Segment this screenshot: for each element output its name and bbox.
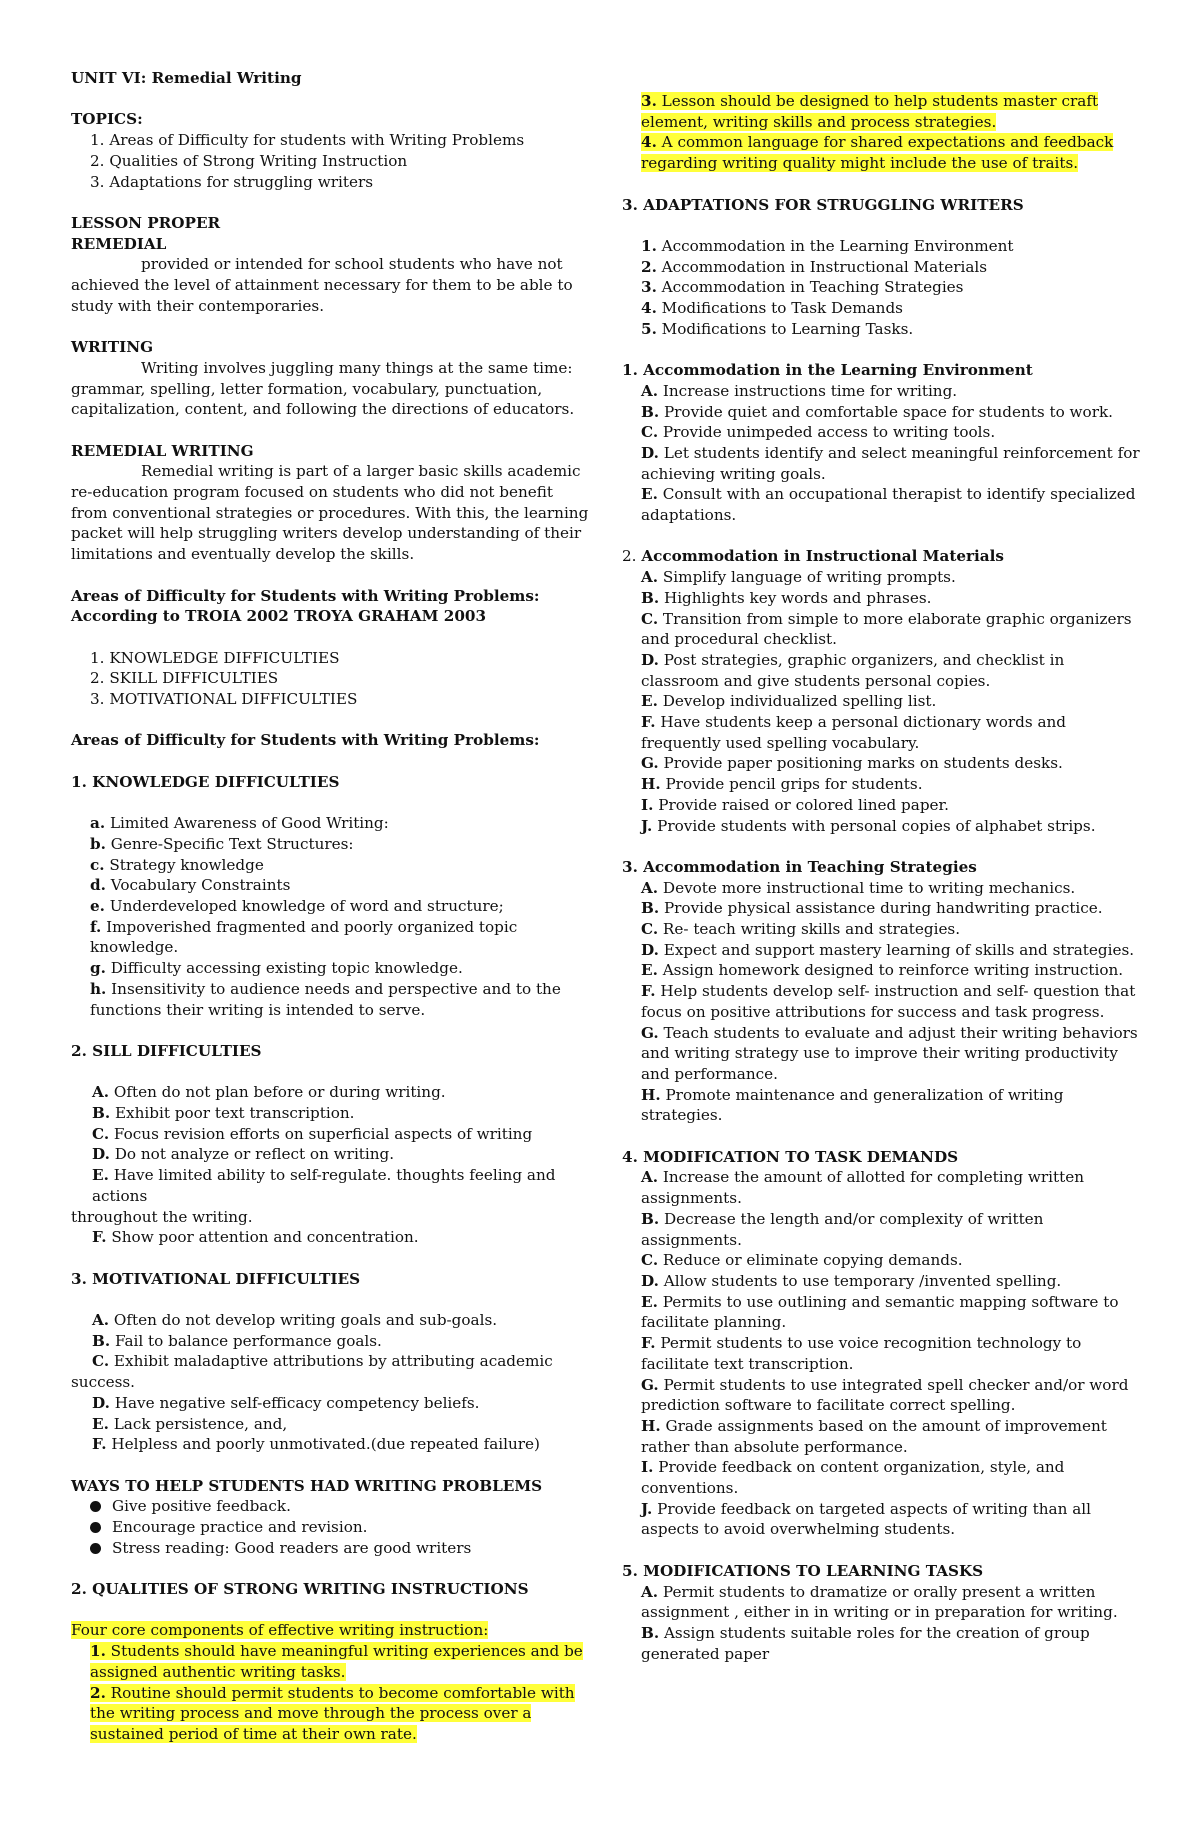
teach-item: A. Devote more instructional time to writing mechanics. bbox=[641, 878, 1076, 897]
knowledge-item: h. Insensitivity to audience needs and perspective and to the functions their writing is intended to serve. bbox=[90, 979, 561, 1019]
motivational-item: E. Lack persistence, and, bbox=[92, 1414, 288, 1433]
ways-bullet-item: Give positive feedback. bbox=[90, 1496, 591, 1517]
motivational-item: D. Have negative self-efficacy competency beliefs. bbox=[92, 1393, 480, 1412]
four-core-intro: Four core components of effective writing instruction: bbox=[71, 1621, 489, 1640]
env-heading: 1. Accommodation in the Learning Environment bbox=[622, 361, 1033, 380]
remedial-writing-heading: REMEDIAL WRITING bbox=[71, 441, 254, 460]
teach-heading: 3. Accommodation in Teaching Strategies bbox=[622, 857, 977, 876]
skill-item: B. Exhibit poor text transcription. bbox=[92, 1103, 355, 1122]
teach-item: B. Provide physical assistance during handwriting practice. bbox=[641, 899, 1103, 918]
remedial-writing-definition: Remedial writing is part of a larger basic skills academic re-education program focused on students who did not benefit from conventional strategies or procedures. With this, the learning packet will help struggling writers develop understanding of their limitations and eventually develop the skills. bbox=[71, 462, 589, 564]
core-item-4: 4. A common language for shared expectations and feedback regarding writing quality might include the use of traits. bbox=[641, 133, 1114, 173]
motivational-continuation: success. bbox=[71, 1373, 135, 1392]
motivational-item: A. Often do not develop writing goals and sub-goals. bbox=[92, 1310, 498, 1329]
teach-item: E. Assign homework designed to reinforce writing instruction. bbox=[641, 961, 1124, 980]
mat-item: I. Provide raised or colored lined paper. bbox=[641, 795, 949, 814]
remedial-heading: REMEDIAL bbox=[71, 234, 167, 253]
motivational-item: C. Exhibit maladaptive attributions by attributing academic bbox=[92, 1352, 553, 1371]
left-column bbox=[71, 68, 591, 1745]
writing-definition: Writing involves juggling many things at the same time: grammar, spelling, letter formation, vocabulary, punctuation, capitalization, content, and following the directions of educators. bbox=[71, 358, 575, 419]
mat-item: J. Provide students with personal copies of alphabet strips. bbox=[641, 816, 1096, 835]
skill-continuation: throughout the writing. bbox=[71, 1207, 253, 1226]
skill-item: C. Focus revision efforts on superficial aspects of writing bbox=[92, 1124, 533, 1143]
mat-item: H. Provide pencil grips for students. bbox=[641, 775, 923, 794]
knowledge-item: a. Limited Awareness of Good Writing: bbox=[90, 814, 389, 833]
env-item: C. Provide unimpeded access to writing tools. bbox=[641, 423, 996, 442]
ways-bullet-item: Encourage practice and revision. bbox=[90, 1517, 591, 1538]
knowledge-item: e. Underdeveloped knowledge of word and structure; bbox=[90, 896, 504, 915]
areas-source: According to TROIA 2002 TROYA GRAHAM 2003 bbox=[71, 607, 487, 626]
env-item: A. Increase instructions time for writing. bbox=[641, 381, 958, 400]
knowledge-item: d. Vocabulary Constraints bbox=[90, 876, 291, 895]
topics-heading: TOPICS: bbox=[71, 110, 143, 129]
core-item-2: 2. Routine should permit students to become comfortable with the writing process and move through the process over a sustained period of time at their own rate. bbox=[90, 1683, 575, 1743]
learning-heading: 5. MODIFICATIONS TO LEARNING TASKS bbox=[622, 1561, 984, 1580]
areas-list-item: 3. MOTIVATIONAL DIFFICULTIES bbox=[90, 690, 358, 708]
adaptation-item: 5. Modifications to Learning Tasks. bbox=[641, 319, 914, 338]
task-item: D. Allow students to use temporary /invented spelling. bbox=[641, 1271, 1062, 1290]
task-item: B. Decrease the length and/or complexity of written assignments. bbox=[641, 1209, 1044, 1249]
ways-bullet-item: Stress reading: Good readers are good writers bbox=[90, 1538, 591, 1559]
areas-heading: Areas of Difficulty for Students with Writing Problems: bbox=[71, 586, 540, 605]
writing-heading: WRITING bbox=[71, 338, 154, 357]
knowledge-item: c. Strategy knowledge bbox=[90, 855, 264, 874]
learning-item: B. Assign students suitable roles for the creation of group generated paper bbox=[641, 1623, 1090, 1663]
teach-item: D. Expect and support mastery learning of skills and strategies. bbox=[641, 940, 1135, 959]
core-item-3: 3. Lesson should be designed to help students master craft element, writing skills and process strategies. bbox=[641, 92, 1099, 131]
knowledge-item: g. Difficulty accessing existing topic knowledge. bbox=[90, 959, 463, 978]
skill-heading: 2. SILL DIFFICULTIES bbox=[71, 1041, 262, 1060]
motivational-item: B. Fail to balance performance goals. bbox=[92, 1331, 382, 1350]
teach-item: H. Promote maintenance and generalization of writing strategies. bbox=[641, 1085, 1064, 1125]
task-item: A. Increase the amount of allotted for completing written assignments. bbox=[641, 1168, 1085, 1208]
areas-list-item: 1. KNOWLEDGE DIFFICULTIES bbox=[90, 648, 340, 667]
topic-item: 3. Adaptations for struggling writers bbox=[90, 172, 373, 191]
task-item: C. Reduce or eliminate copying demands. bbox=[641, 1251, 963, 1270]
unit-title: UNIT VI: Remedial Writing bbox=[71, 69, 302, 87]
adaptation-item: 1. Accommodation in the Learning Environment bbox=[641, 236, 1014, 255]
adaptation-item: 3. Accommodation in Teaching Strategies bbox=[641, 278, 964, 297]
motivational-heading: 3. MOTIVATIONAL DIFFICULTIES bbox=[71, 1269, 361, 1288]
teach-item: F. Help students develop self- instruction and self- question that focus on positive attributions for success and task progress. bbox=[641, 982, 1136, 1021]
teach-item: G. Teach students to evaluate and adjust their writing behaviors and writing strategy use to improve their writing productivity and performance. bbox=[641, 1023, 1138, 1083]
task-item: I. Provide feedback on content organization, style, and conventions. bbox=[641, 1458, 1065, 1498]
task-item: F. Permit students to use voice recognition technology to facilitate text transcription. bbox=[641, 1334, 1082, 1373]
task-item: J. Provide feedback on targeted aspects of writing than all aspects to avoid overwhelming students. bbox=[641, 1499, 1091, 1539]
task-item: E. Permits to use outlining and semantic mapping software to facilitate planning. bbox=[641, 1292, 1119, 1332]
adaptation-item: 4. Modifications to Task Demands bbox=[641, 299, 903, 317]
mat-item: G. Provide paper positioning marks on students desks. bbox=[641, 754, 1063, 773]
mat-item: B. Highlights key words and phrases. bbox=[641, 588, 932, 607]
areas-list-item: 2. SKILL DIFFICULTIES bbox=[90, 669, 279, 688]
env-item: B. Provide quiet and comfortable space for students to work. bbox=[641, 402, 1113, 421]
skill-item: A. Often do not plan before or during writing. bbox=[92, 1083, 446, 1102]
qualities-heading: 2. QUALITIES OF STRONG WRITING INSTRUCTIONS bbox=[71, 1580, 529, 1599]
remedial-definition: provided or intended for school students who have not achieved the level of attainment necessary for them to be able to study with their contemporaries. bbox=[71, 255, 573, 315]
ways-heading: WAYS TO HELP STUDENTS HAD WRITING PROBLEMS bbox=[71, 1476, 543, 1495]
areas-heading-repeat: Areas of Difficulty for Students with Writing Problems: bbox=[71, 731, 540, 750]
skill-item: E. Have limited ability to self-regulate. thoughts feeling and actions bbox=[92, 1166, 556, 1205]
task-heading: 4. MODIFICATION TO TASK DEMANDS bbox=[622, 1147, 959, 1166]
skill-item: F. Show poor attention and concentration. bbox=[92, 1228, 419, 1247]
right-column bbox=[622, 91, 1142, 1664]
knowledge-item: f. Impoverished fragmented and poorly organized topic knowledge. bbox=[90, 917, 518, 957]
lesson-proper-heading: LESSON PROPER bbox=[71, 213, 221, 232]
env-item: D. Let students identify and select meaningful reinforcement for achieving writing goals. bbox=[641, 443, 1140, 483]
learning-item: A. Permit students to dramatize or orally present a written assignment , either in in writing or in preparation for writing. bbox=[641, 1582, 1118, 1622]
env-item: E. Consult with an occupational therapist to identify specialized adaptations. bbox=[641, 485, 1136, 525]
task-item: H. Grade assignments based on the amount of improvement rather than absolute performance. bbox=[641, 1416, 1107, 1456]
mat-item: F. Have students keep a personal dictionary words and frequently used spelling vocabulary. bbox=[641, 713, 1067, 752]
topic-item: 1. Areas of Difficulty for students with Writing Problems bbox=[90, 131, 525, 150]
knowledge-heading: 1. KNOWLEDGE DIFFICULTIES bbox=[71, 772, 340, 791]
adaptations-heading: 3. ADAPTATIONS FOR STRUGGLING WRITERS bbox=[622, 195, 1024, 214]
core-item-1: 1. Students should have meaningful writing experiences and be assigned authentic writing tasks. bbox=[90, 1642, 583, 1681]
mat-item: E. Develop individualized spelling list. bbox=[641, 692, 937, 711]
mat-item: C. Transition from simple to more elaborate graphic organizers and procedural checklist. bbox=[641, 609, 1132, 649]
knowledge-item: b. Genre-Specific Text Structures: bbox=[90, 834, 354, 853]
mat-item: D. Post strategies, graphic organizers, and checklist in classroom and give students personal copies. bbox=[641, 650, 1065, 690]
adaptation-item: 2. Accommodation in Instructional Materials bbox=[641, 257, 988, 276]
motivational-item: F. Helpless and poorly unmotivated.(due repeated failure) bbox=[92, 1435, 540, 1454]
mat-heading: 2. Accommodation in Instructional Materials bbox=[622, 547, 1004, 566]
task-item: G. Permit students to use integrated spell checker and/or word prediction software to facilitate correct spelling. bbox=[641, 1375, 1129, 1415]
teach-item: C. Re- teach writing skills and strategies. bbox=[641, 920, 961, 939]
mat-item: A. Simplify language of writing prompts. bbox=[641, 568, 956, 587]
topic-item: 2. Qualities of Strong Writing Instruction bbox=[90, 151, 408, 170]
skill-item: D. Do not analyze or reflect on writing. bbox=[92, 1145, 395, 1164]
